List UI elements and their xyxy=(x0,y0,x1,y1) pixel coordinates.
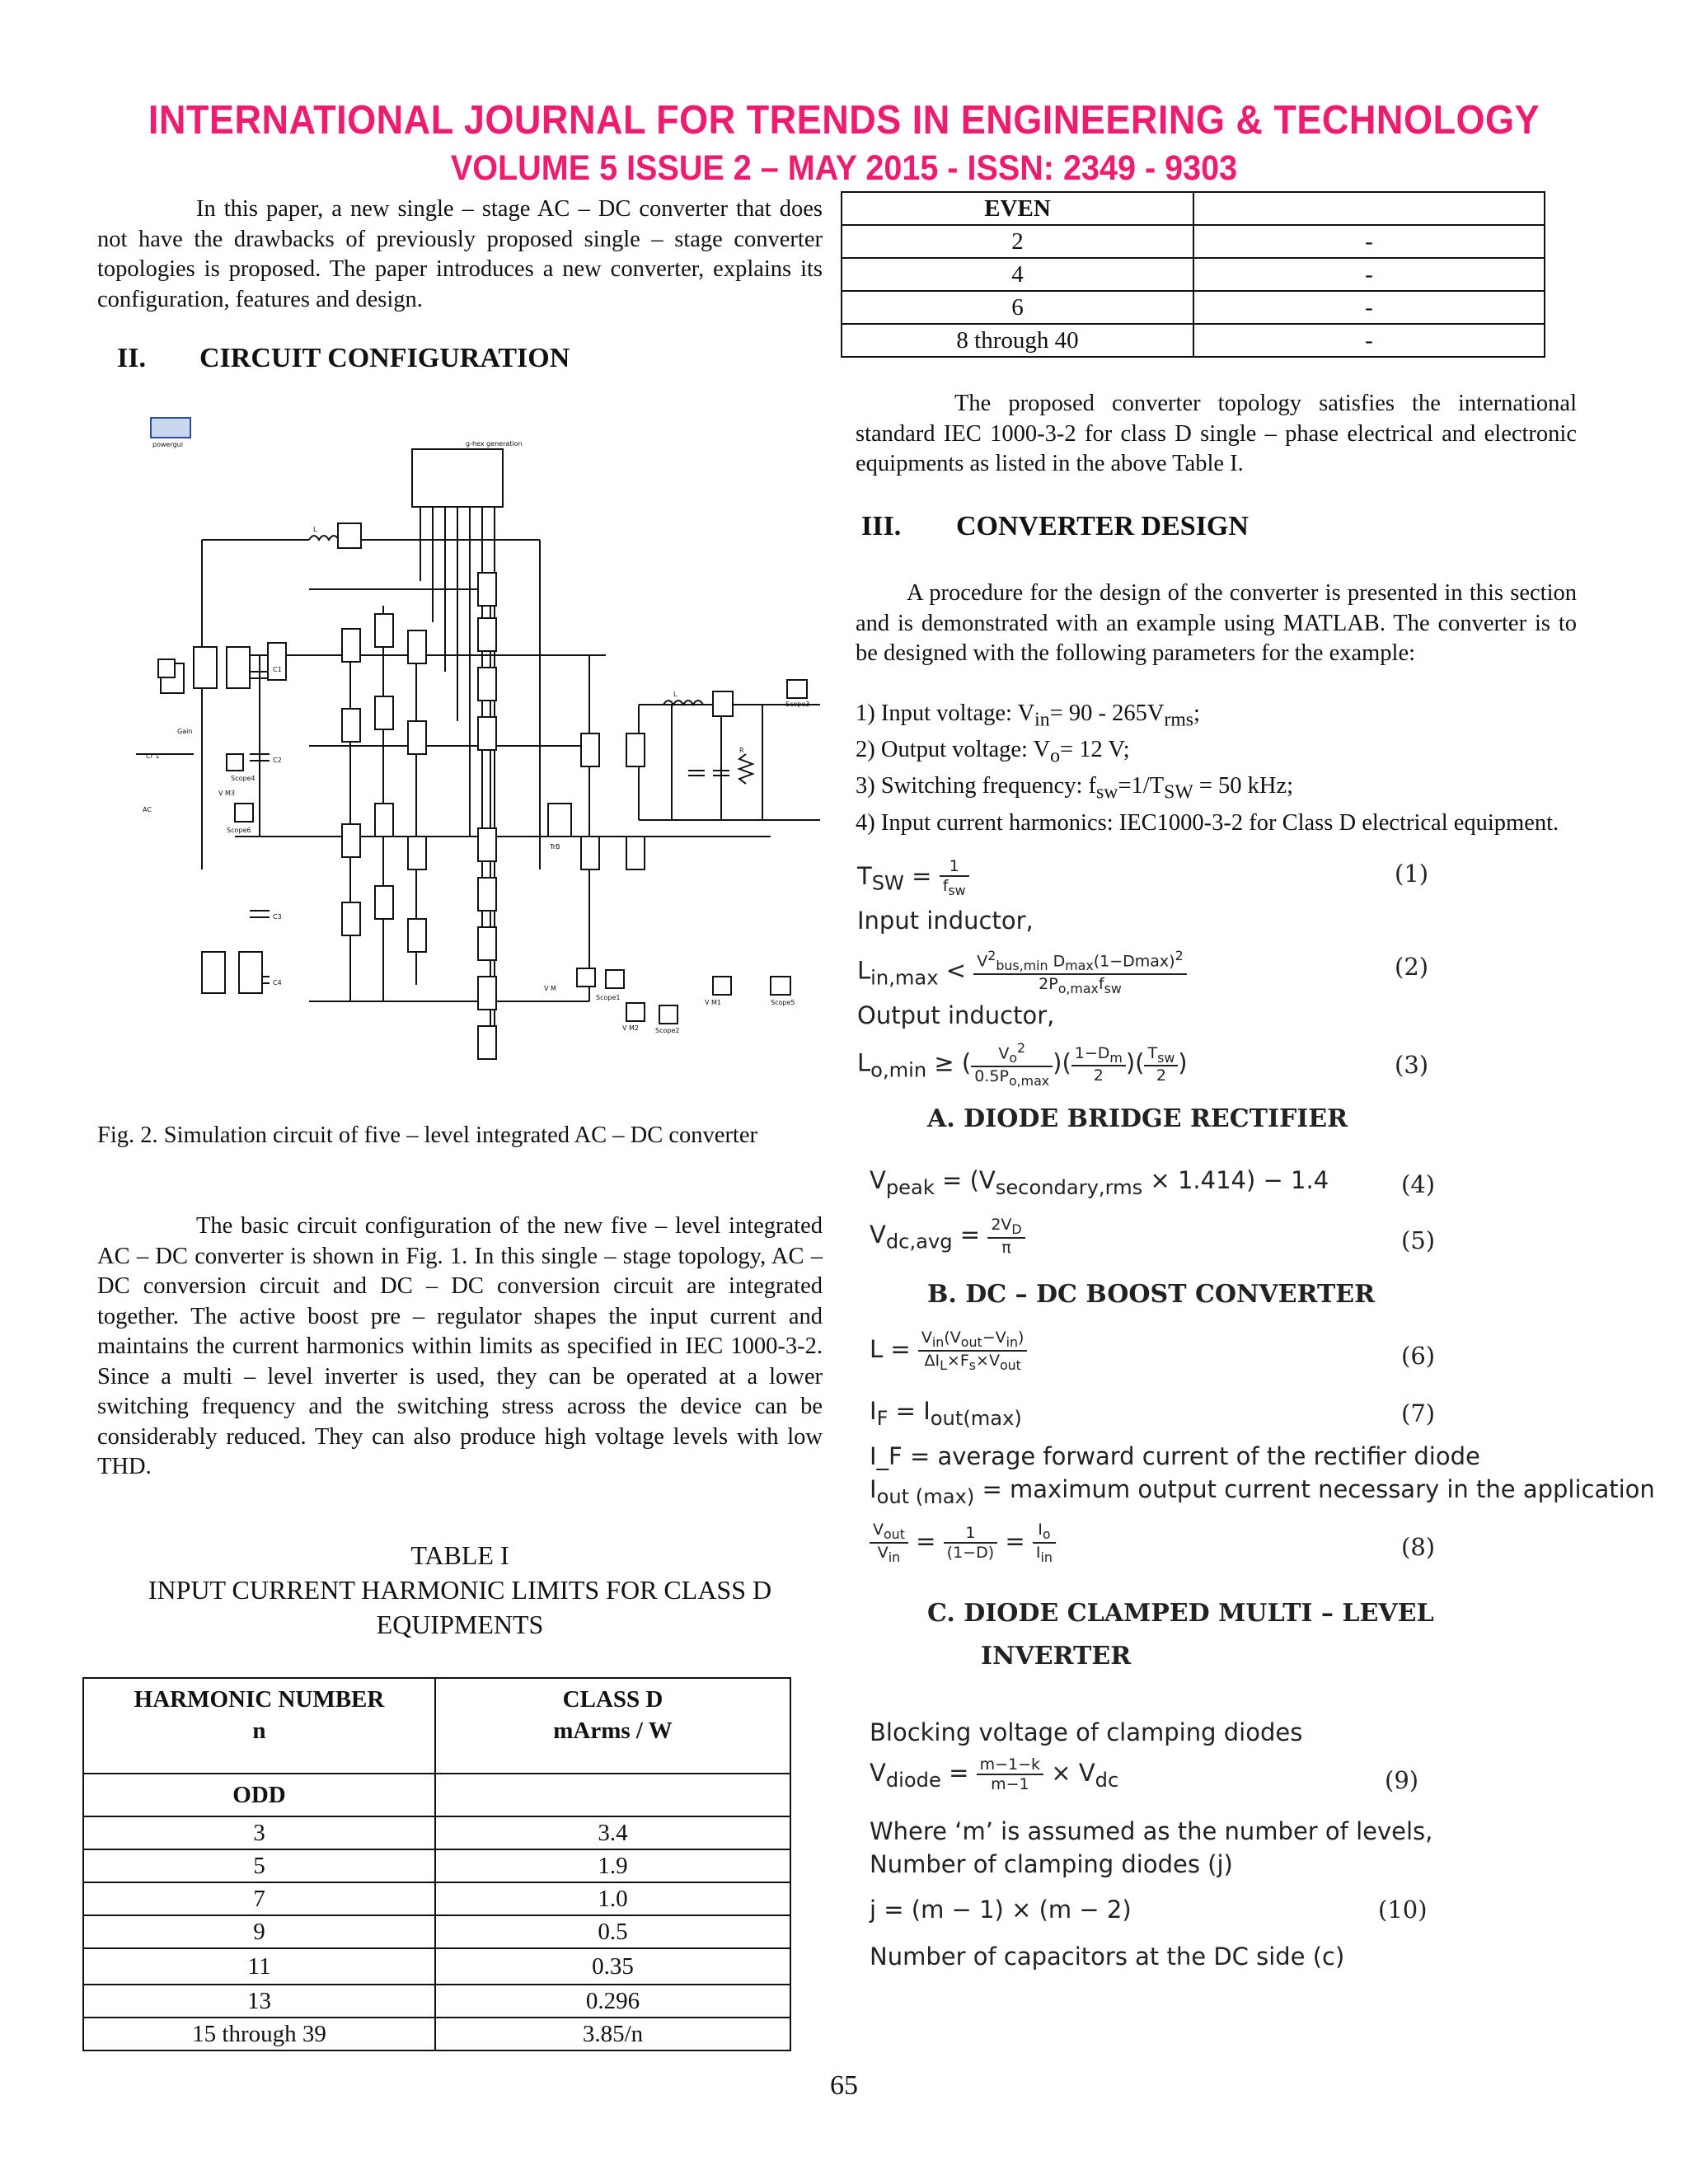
subsection-a: A. DIODE BRIDGE RECTIFIER xyxy=(927,1104,1348,1133)
intro-paragraph: In this paper, a new single – stage AC – DC converter that does not have the drawbacks of previously proposed single – stage converter topologies is proposed. The paper introduces a new converter, explains its configuration, features and design. xyxy=(97,196,823,312)
param-4: 4) Input current harmonics: IEC1000-3-2 for Class D electrical equipment. xyxy=(856,809,1559,836)
even-harmonic-cell: 8 through 40 xyxy=(842,324,1193,357)
even-row xyxy=(842,291,1545,324)
equation-9: $V_{diode}$ = $\frac{m-1-k}{m-1}$ × $V_{dc}$ xyxy=(870,1755,1119,1793)
if-definition: I_F = average forward current of the rectifier diode xyxy=(870,1442,1480,1470)
param-3: 3) Switching frequency: $f_{sw}=1/T_{SW} = 50$ kHz; xyxy=(856,773,1294,804)
transformer xyxy=(548,804,571,837)
odd-harmonic-cell: 7 xyxy=(83,1882,435,1915)
gain-label: Gain xyxy=(177,728,193,735)
c3-label: C3 xyxy=(273,913,282,921)
even-harmonic-cell: 6 xyxy=(842,291,1193,324)
figure-caption: Fig. 2. Simulation circuit of five – level integrated AC – DC converter xyxy=(97,1122,757,1148)
equation-8: $\frac{V_{out}}{V_{in}}$ = $\frac{1}{(1-D)}$ = $\frac{I_o}{I_{in}}$ xyxy=(870,1521,1056,1565)
input-inductor-label: Input inductor, xyxy=(857,907,1034,935)
eq4-number: (4) xyxy=(1401,1170,1436,1198)
even-row xyxy=(842,258,1545,291)
even-harmonic-cell: 4 xyxy=(842,258,1193,291)
vm2-label: V M2 xyxy=(622,1024,640,1032)
subsection-c-line2: INVERTER xyxy=(981,1642,1132,1671)
section-3-heading xyxy=(861,511,1249,542)
transformer-label: TrB xyxy=(550,843,560,851)
c2-label: C2 xyxy=(273,757,282,764)
param-2: 2) Output voltage: $V_o= 12$ V; xyxy=(856,737,1130,767)
odd-row xyxy=(83,1849,790,1882)
subsection-c-line1: C. DIODE CLAMPED MULTI – LEVEL xyxy=(927,1599,1434,1628)
right-paragraph-1: The proposed converter topology satisfies the international standard IEC 1000-3-2 for class D single – phase electrical and electronic equipments as listed in the above Table I. xyxy=(856,391,1577,476)
odd-limit-cell: 3.85/n xyxy=(435,2018,790,2050)
equation-3: $L_{o,min}$ ≥ ( $\frac{V_o^2}{0.5P_{o,max}}$ )( $\frac{1-D_m}{2}$ )( $\frac{T_{sw}}{2}$ ) xyxy=(857,1040,1188,1089)
odd-row xyxy=(83,1816,790,1849)
param-1: 1) Input voltage: $V_{in}= 90 - 265V_{rms}$; xyxy=(856,701,1200,731)
even-limit-cell: - xyxy=(1193,225,1545,258)
equation-7: $I_F = I_{out(max)}$ xyxy=(870,1397,1022,1430)
even-label-blank xyxy=(1193,192,1545,225)
section-3-number: III. xyxy=(861,511,902,541)
pulse-generator-block xyxy=(412,449,503,507)
iout-definition: $I_{out (max)}$ = maximum output current necessary in the application xyxy=(870,1475,1655,1508)
odd-limit-cell: 0.5 xyxy=(435,1915,790,1948)
table1-title-line3: EQUIPMENTS xyxy=(376,1610,544,1639)
scope5-label: Scope5 xyxy=(771,999,795,1006)
vm3-label: V M3 xyxy=(218,790,236,797)
even-row xyxy=(842,324,1545,357)
scope2-label: Scope2 xyxy=(655,1027,680,1034)
simulation-circuit-figure xyxy=(144,408,812,1092)
page-number: 65 xyxy=(830,2070,858,2101)
scope3-label: Scope3 xyxy=(785,701,810,708)
vm-label: V M xyxy=(544,985,556,992)
section-3-title: CONVERTER DESIGN xyxy=(956,511,1249,541)
eq3-number: (3) xyxy=(1395,1051,1429,1079)
equation-4: $V_{peak} = (V_{secondary,rms} \times 1.414) - 1.4$ xyxy=(870,1166,1329,1199)
scope1-label: Scope1 xyxy=(596,994,621,1001)
equation-1: $T_{SW}$ = $\frac{1}{f_{sw}}$ xyxy=(857,857,969,898)
col1-header-b: n xyxy=(252,1718,266,1744)
section-2-title: CIRCUIT CONFIGURATION xyxy=(199,343,570,373)
equation-10: j = (m − 1) × (m − 2) xyxy=(870,1896,1132,1924)
equation-6: L = $\frac{V_{in}(V_{out}-V_{in})}{\Delta I_L\times F_s\times V_{out}}$ xyxy=(870,1329,1027,1373)
powergui-label: powergui xyxy=(152,441,183,448)
odd-harmonic-cell: 13 xyxy=(83,1985,435,2018)
where-m-label: Where ‘m’ is assumed as the number of levels, xyxy=(870,1817,1433,1845)
c4-label: C4 xyxy=(273,979,282,987)
cr-label: Cr 1 xyxy=(146,752,160,760)
vm1-label: V M1 xyxy=(705,999,722,1006)
eq9-number: (9) xyxy=(1385,1766,1419,1794)
table1-title xyxy=(97,1538,823,1642)
col1-header-a: HARMONIC NUMBER xyxy=(134,1686,385,1713)
odd-harmonic-cell: 15 through 39 xyxy=(83,2018,435,2050)
even-limit-cell: - xyxy=(1193,291,1545,324)
section-2-heading xyxy=(117,343,570,374)
even-limit-cell: - xyxy=(1193,258,1545,291)
eq2-number: (2) xyxy=(1395,953,1429,981)
table1-title-line2: INPUT CURRENT HARMONIC LIMITS FOR CLASS D xyxy=(148,1575,772,1605)
odd-limit-cell: 0.296 xyxy=(435,1985,790,2018)
col2-header-a: CLASS D xyxy=(562,1686,663,1713)
odd-harmonic-cell: 3 xyxy=(83,1816,435,1849)
odd-limit-cell: 0.35 xyxy=(435,1948,790,1985)
equation-5: $V_{dc,avg}$ = $\frac{2V_D}{\pi}$ xyxy=(870,1216,1025,1257)
subsection-b: B. DC – DC BOOST CONVERTER xyxy=(927,1280,1376,1309)
scope4-label: Scope4 xyxy=(231,775,256,782)
odd-limit-cell: 3.4 xyxy=(435,1816,790,1849)
odd-limit-cell: 1.9 xyxy=(435,1849,790,1882)
odd-label-blank xyxy=(435,1774,790,1816)
body-paragraph: The basic circuit configuration of the new five – level integrated AC – DC converter is shown in Fig. 1. In this single – stage topology, AC – DC conversion circuit and DC – DC conversion circuit are integrated together. The active boost pre – regulator shapes the input current and maintains the current harmonics within limits as specified in IEC 1000-3-2. Since a multi – level inverter is used, they can be operated at a lower switching frequency and the switching stress across the device can be considerably reduced. They can also produce high voltage levels with low THD. xyxy=(97,1213,823,1479)
odd-row xyxy=(83,1915,790,1948)
odd-row xyxy=(83,2018,790,2050)
equation-2: $L_{in,max}$ < $\frac{V^2_{bus,min} D_{max}(1-Dmax)^2}{2P_{o,max}f_{sw}}$ xyxy=(857,948,1187,996)
section-2-number: II. xyxy=(117,343,146,373)
eq6-number: (6) xyxy=(1401,1342,1436,1370)
odd-limit-cell: 1.0 xyxy=(435,1882,790,1915)
resistor-label: R xyxy=(739,747,744,754)
inductor-out-label: L xyxy=(673,691,678,698)
c1-label: C1 xyxy=(273,666,282,673)
odd-harmonic-cell: 5 xyxy=(83,1849,435,1882)
journal-volume: VOLUME 5 ISSUE 2 – MAY 2015 - ISSN: 2349 - 9303 xyxy=(450,148,1238,188)
table1-even xyxy=(841,191,1545,358)
odd-row xyxy=(83,1985,790,2018)
table1-title-line1: TABLE I xyxy=(410,1540,509,1570)
ac-label: AC xyxy=(143,806,152,813)
even-row xyxy=(842,225,1545,258)
odd-label: ODD xyxy=(83,1774,435,1816)
eq5-number: (5) xyxy=(1401,1226,1436,1254)
odd-harmonic-cell: 11 xyxy=(83,1948,435,1985)
table1-odd xyxy=(82,1677,791,2051)
table1-col1-header xyxy=(83,1678,435,1774)
even-limit-cell: - xyxy=(1193,324,1545,357)
scope6-label: Scope6 xyxy=(227,827,251,834)
eq10-number: (10) xyxy=(1378,1896,1428,1924)
design-parameters xyxy=(856,699,1577,838)
eq8-number: (8) xyxy=(1401,1533,1436,1561)
design-paragraph: A procedure for the design of the converter is presented in this section and is demonstrated with an example using MATLAB. The converter is to be designed with the following parameters for the example: xyxy=(856,580,1577,666)
odd-harmonic-cell: 9 xyxy=(83,1915,435,1948)
inductor-label: L xyxy=(313,526,317,533)
odd-row xyxy=(83,1882,790,1915)
col2-header-b: mArms / W xyxy=(553,1718,673,1744)
output-inductor-label: Output inductor, xyxy=(857,1001,1055,1029)
load-resistor xyxy=(739,754,753,784)
odd-row xyxy=(83,1948,790,1985)
num-diodes-label: Number of clamping diodes (j) xyxy=(870,1850,1233,1878)
even-harmonic-cell: 2 xyxy=(842,225,1193,258)
eq1-number: (1) xyxy=(1395,860,1429,888)
blocking-voltage-label: Blocking voltage of clamping diodes xyxy=(870,1718,1303,1746)
even-label: EVEN xyxy=(842,192,1193,225)
pulse-gen-label: g-hex generation xyxy=(466,440,523,448)
table1-col2-header xyxy=(435,1678,790,1774)
powergui-block xyxy=(151,418,190,438)
eq7-number: (7) xyxy=(1401,1399,1436,1427)
num-capacitors-label: Number of capacitors at the DC side (c) xyxy=(870,1943,1345,1971)
journal-title: INTERNATIONAL JOURNAL FOR TRENDS IN ENGINEERING & TECHNOLOGY xyxy=(148,98,1540,143)
